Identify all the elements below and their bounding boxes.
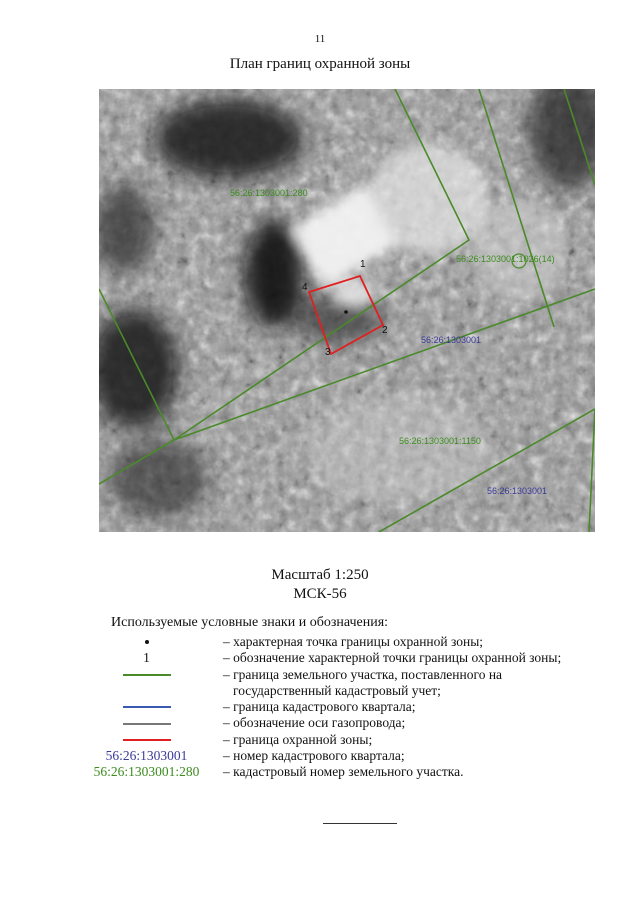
legend-row-point-number xyxy=(70,650,630,666)
legend xyxy=(70,634,630,781)
point-number-1: 1 xyxy=(360,259,366,270)
legend-text: – граница земельного участка, поставленного на xyxy=(223,666,503,682)
legend-row-cadastral-number xyxy=(70,764,630,780)
label-parcel-1026: 56:26:1303001:1026(14) xyxy=(456,254,555,264)
scale-text: Масштаб 1:250 xyxy=(271,567,369,583)
label-quarter-b: 56:26:1303001 xyxy=(487,486,548,496)
legend-symbol-number: 1 xyxy=(143,650,150,666)
label-parcel-1150: 56:26:1303001:1150 xyxy=(399,436,481,446)
legend-row-gas-axis xyxy=(70,715,630,731)
map-canvas xyxy=(99,89,595,532)
legend-row-quarter-number xyxy=(70,748,630,764)
legend-text: – кадастровый номер земельного участка. xyxy=(223,764,464,780)
footer-rule xyxy=(323,823,397,824)
point-number-3: 3 xyxy=(325,347,331,358)
legend-row-parcel-boundary-cont xyxy=(70,683,630,699)
legend-heading: Используемые условные знаки и обозначения: xyxy=(111,615,389,630)
legend-row-quarter-boundary xyxy=(70,699,630,715)
label-parcel-280: 56:26:1303001:280 xyxy=(230,188,308,198)
boundary-point-marker xyxy=(344,310,348,314)
page-number: 11 xyxy=(314,33,326,45)
label-quarter-a: 56:26:1303001 xyxy=(421,335,482,345)
legend-text: – характерная точка границы охранной зоны; xyxy=(223,634,484,649)
scale-block xyxy=(0,566,640,604)
legend-row-point xyxy=(70,634,630,650)
gray-line-icon xyxy=(123,723,171,725)
point-dot-icon xyxy=(145,640,149,644)
legend-text: – номер кадастрового квартала; xyxy=(223,748,405,764)
aerial-map xyxy=(99,89,595,532)
legend-row-parcel-boundary xyxy=(70,667,630,683)
blue-line-icon xyxy=(123,706,171,708)
legend-text: государственный кадастровый учет; xyxy=(233,682,441,698)
legend-text: – граница кадастрового квартала; xyxy=(223,699,416,715)
green-line-icon xyxy=(123,674,171,676)
legend-text: – обозначение характерной точки границы охранной зоны; xyxy=(223,650,562,666)
legend-symbol-parcel: 56:26:1303001:280 xyxy=(93,764,200,780)
plan-title: План границ охранной зоны xyxy=(229,56,411,72)
point-number-4: 4 xyxy=(302,282,308,293)
legend-symbol-quarter: 56:26:1303001 xyxy=(105,748,188,764)
point-number-2: 2 xyxy=(382,325,388,336)
legend-row-protection-zone xyxy=(70,732,630,748)
legend-text: – обозначение оси газопровода; xyxy=(223,715,406,731)
legend-text: – граница охранной зоны; xyxy=(223,731,373,747)
crs-text: МСК-56 xyxy=(293,586,347,602)
red-line-icon xyxy=(123,739,171,741)
